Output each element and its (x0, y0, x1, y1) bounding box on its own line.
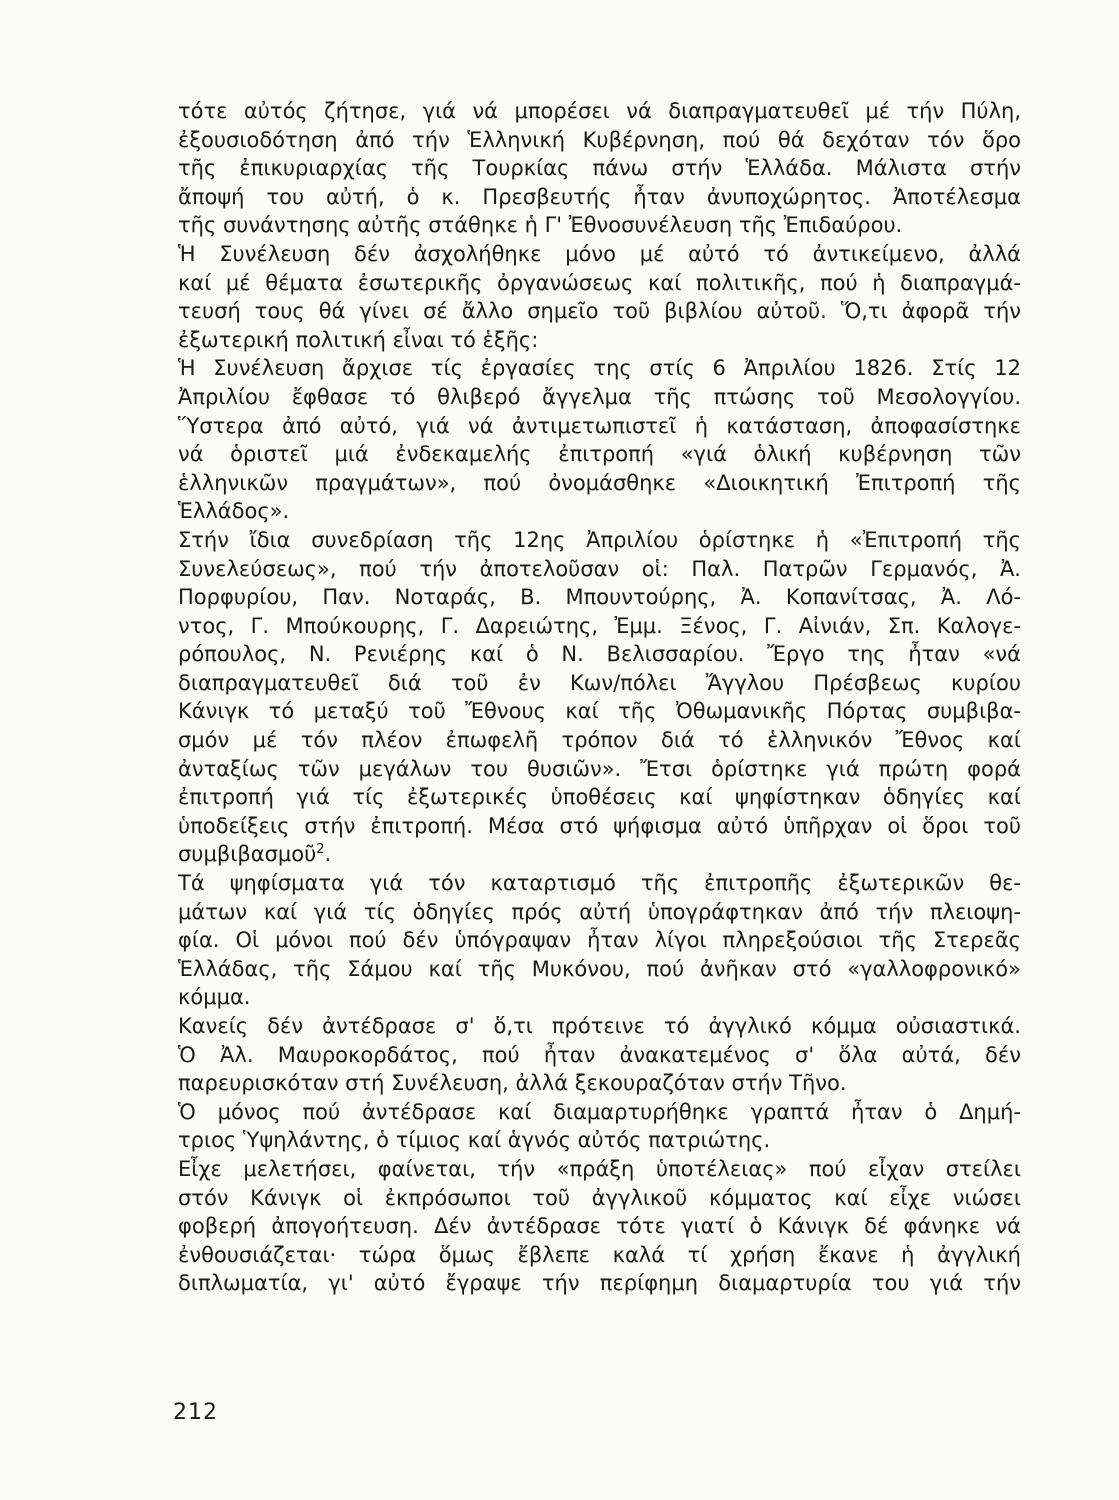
text-line: ἐπιτροπή γιά τίς ἐξωτερικές ὑποθέσεις καί ψηφίστηκαν ὁδηγίες καί (178, 785, 1021, 810)
text-line: κόμμα. (178, 985, 251, 1010)
text-line: ρόπουλος, Ν. Ρενιέρης καί ὁ Ν. Βελισσαρίου. Ἔργο της ἦταν «νά (178, 642, 1021, 667)
text-line: διπλωματία, γι' αὐτό ἔγραψε τήν περίφημη διαμαρτυρία του γιά τήν (178, 1271, 1021, 1296)
text-line: Ὁ μόνος πού ἀντέδρασε καί διαμαρτυρήθηκε γραπτά ἦταν ὁ Δημή- (178, 1099, 1021, 1124)
text-line: ἐξωτερική πολιτική εἶναι τό ἑξῆς: (178, 327, 539, 352)
text-line: μάτων καί γιά τίς ὁδηγίες πρός αὐτή ὑπογράφτηκαν ἀπό τήν πλειοψη- (178, 899, 1021, 924)
text-line: ἑλληνικῶν πραγμάτων», πού ὀνομάσθηκε «Διοικητική Ἐπιτροπή τῆς (178, 470, 1021, 495)
text-line: νά ὁριστεῖ μιά ἐνδεκαμελής ἐπιτροπή «γιά ὁλική κυβέρνηση τῶν (178, 442, 1021, 467)
text-line: συμβιβασμοῦ$^2$. (178, 842, 332, 867)
text-line: φοβερή ἀπογοήτευση. Δέν ἀντέδρασε τότε γιατί ὁ Κάνιγκ δέ φάνηκε νά (178, 1214, 1021, 1239)
text-line: Πορφυρίου, Παν. Νοταράς, Β. Μπουντούρης, Ἀ. Κοπανίτσας, Ἀ. Λό- (178, 585, 1021, 610)
page-number: 212 (173, 1400, 218, 1425)
text-line: ἐνθουσιάζεται· τώρα ὅμως ἔβλεπε καλά τί χρήση ἔκανε ἡ ἀγγλική (178, 1242, 1021, 1267)
text-line: σμόν μέ τόν πλέον ἐπωφελῆ τρόπον διά τό ἑλληνικόν Ἔθνος καί (178, 728, 1021, 753)
text-line: Εἶχε μελετήσει, φαίνεται, τήν «πράξη ὑποτέλειας» πού εἶχαν στείλει (178, 1156, 1021, 1181)
text-line: καί μέ θέματα ἐσωτερικῆς ὀργανώσεως καί πολιτικῆς, πού ἡ διαπραγμά- (178, 270, 1021, 295)
text-line: τευσή τους θά γίνει σέ ἄλλο σημεῖο τοῦ βιβλίου αὐτοῦ. Ὅ,τι ἀφορᾶ τήν (178, 299, 1021, 324)
text-line: Στήν ἴδια συνεδρίαση τῆς 12ης Ἀπριλίου ὁρίστηκε ἡ «Ἐπιτροπή τῆς (178, 527, 1021, 552)
text-line: Ὁ Ἀλ. Μαυροκορδάτος, πού ἦταν ἀνακατεμένος σ' ὅλα αὐτά, δέν (178, 1042, 1021, 1067)
text-line: φία. Οἱ μόνοι πού δέν ὑπόγραψαν ἦταν λίγοι πληρεξούσιοι τῆς Στερεᾶς (178, 928, 1021, 953)
text-line: ἐξουσιοδότηση ἀπό τήν Ἑλληνική Κυβέρνηση, πού θά δεχόταν τόν ὅρο (178, 127, 1021, 152)
text-line: Ἡ Συνέλευση ἄρχισε τίς ἐργασίες της στίς 6 Ἀπριλίου 1826. Στίς 12 (178, 356, 1021, 381)
text-line: Συνελεύσεως», πού τήν ἀποτελοῦσαν οἱ: Παλ. Πατρῶν Γερμανός, Ἀ. (178, 556, 1021, 581)
text-line: Ὕστερα ἀπό αὐτό, γιά νά ἀντιμετωπιστεῖ ἡ κατάσταση, ἀποφασίστηκε (178, 413, 1021, 438)
text-line: τότε αὐτός ζήτησε, γιά νά μπορέσει νά διαπραγματευθεῖ μέ τήν Πύλη, (178, 99, 1021, 123)
footnote-reference: 2 (316, 842, 325, 858)
text-line: Τά ψηφίσματα γιά τόν καταρτισμό τῆς ἐπιτροπῆς ἐξωτερικῶν θε- (178, 871, 1021, 896)
text-line: Κανείς δέν ἀντέδρασε σ' ὅ,τι πρότεινε τό ἀγγλικό κόμμα οὐσιαστικά. (178, 1014, 1021, 1038)
text-line: ἄποψή του αὐτή, ὁ κ. Πρεσβευτής ἦταν ἀνυποχώρητος. Ἀποτέλεσμα (178, 184, 1021, 209)
text-line: στόν Κάνιγκ οἱ ἐκπρόσωποι τοῦ ἀγγλικοῦ κόμματος καί εἶχε νιώσει (178, 1185, 1021, 1210)
text-line: Ἑλλάδας, τῆς Σάμου καί τῆς Μυκόνου, πού ἀνῆκαν στό «γαλλοφρονικό» (178, 956, 1021, 981)
text-line: Ἡ Συνέλευση δέν ἀσχολήθηκε μόνο μέ αὐτό τό ἀντικείμενο, ἀλλά (178, 241, 1021, 266)
text-line: παρευρισκόταν στή Συνέλευση, ἀλλά ξεκουραζόταν στήν Τῆνο. (178, 1071, 847, 1096)
text-line: τῆς ἐπικυριαρχίας τῆς Τουρκίας πάνω στήν Ἑλλάδα. Μάλιστα στήν (178, 156, 1021, 181)
text-line: Ἑλλάδος». (178, 499, 290, 524)
text-line: Ἀπριλίου ἔφθασε τό θλιβερό ἄγγελμα τῆς πτώσης τοῦ Μεσολογγίου. (178, 384, 1021, 409)
text-line: τριος Ὑψηλάντης, ὁ τίμιος καί ἁγνός αὐτός πατριώτης. (178, 1128, 771, 1153)
text-line: διαπραγματευθεῖ διά τοῦ ἐν Κων/πόλει Ἄγγλου Πρέσβεως κυρίου (178, 670, 1021, 695)
text-line: Κάνιγκ τό μεταξύ τοῦ Ἔθνους καί τῆς Ὀθωμανικῆς Πόρτας συμβιβα- (178, 699, 1021, 724)
body-text (178, 97, 1021, 1298)
text-line: ντος, Γ. Μπούκουρης, Γ. Δαρειώτης, Ἐμμ. Ξένος, Γ. Αἰνιάν, Σπ. Καλογε- (178, 613, 1021, 638)
text-line: ἀνταξίως τῶν μεγάλων του θυσιῶν». Ἔτσι ὁρίστηκε γιά πρώτη φορά (178, 756, 1021, 781)
text-line: τῆς συνάντησης αὐτῆς στάθηκε ἡ Γ' Ἐθνοσυνέλευση τῆς Ἐπιδαύρου. (178, 213, 903, 238)
text-line: ὑποδείξεις στήν ἐπιτροπή. Μέσα στό ψήφισμα αὐτό ὑπῆρχαν οἱ ὅροι τοῦ (178, 813, 1021, 838)
